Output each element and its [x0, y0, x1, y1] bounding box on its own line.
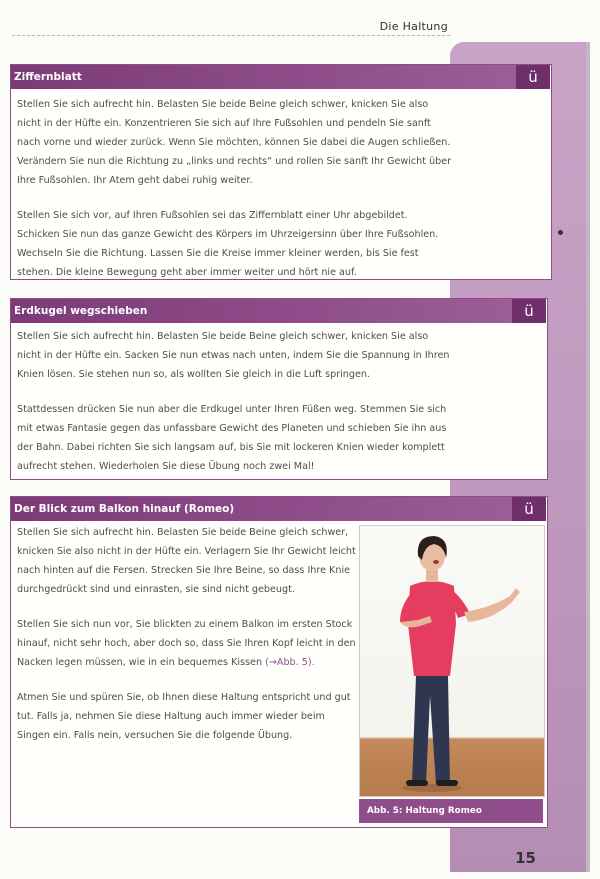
page-number: 15	[515, 849, 536, 867]
paragraph: Stellen Sie sich vor, auf Ihren Fußsohlen sei das Ziffernblatt einer Uhr abgebildet. Schicken Sie nun das ganze Gewicht des Körpers im Uhrzeigersinn über Ihre Fußsohlen. Wechseln Sie die Richtung. Lassen Sie die Kreise immer kleiner werden, bis Sie fest stehen. Die kleine Bewegung geht aber immer weiter und hört nie auf.	[17, 210, 439, 278]
margin-dot	[558, 230, 563, 235]
header-rule	[12, 35, 450, 36]
exercise-box-ziffernblatt	[10, 64, 552, 280]
paragraph: Stellen Sie sich aufrecht hin. Belasten Sie beide Beine gleich schwer, knicken Sie also nicht in der Hüfte ein. Verlagern Sie Ihr Gewicht leicht nach hinten auf die Fersen. Strecken Sie Ihre Beine, so dass Ihre Knie durchgedrückt sind und einrasten, sie sind nicht gebeugt.	[17, 527, 356, 595]
exercise-title: Ziffernblatt	[11, 65, 518, 89]
exercise-box-erdkugel	[10, 298, 548, 480]
exercise-title: Erdkugel wegschieben	[11, 299, 514, 323]
exercise-text	[17, 523, 359, 761]
exercise-title: Der Blick zum Balkon hinauf (Romeo)	[11, 497, 514, 521]
paragraph-text: Stellen Sie sich nun vor, Sie blickten zu einem Balkon im ersten Stock hinauf, nicht sehr hoch, aber doch so, dass Sie Ihren Kopf leicht in den Nacken legen müssen, wie in ein bequemes Kissen	[17, 619, 356, 668]
exercise-text	[17, 95, 453, 298]
figure-photo-romeo	[359, 525, 545, 797]
exercise-tag-icon: ü	[516, 65, 550, 89]
paragraph: Stellen Sie sich aufrecht hin. Belasten Sie beide Beine gleich schwer, knicken Sie also nicht in der Hüfte ein. Sacken Sie nun etwas nach unten, indem Sie die Spannung in Ihren Knien lösen. Sie stehen nun so, als wollten Sie gleich in die Luft springen.	[17, 331, 450, 380]
page-edge	[586, 42, 590, 872]
running-head: Die Haltung	[379, 20, 448, 33]
exercise-tag-icon: ü	[512, 497, 546, 521]
paragraph: Atmen Sie und spüren Sie, ob Ihnen diese Haltung entspricht und gut tut. Falls ja, nehmen Sie diese Haltung auch immer wieder beim Singen ein. Falls nein, versuchen Sie die folgende Übung.	[17, 692, 351, 741]
figure-crossref-link[interactable]: (→Abb. 5).	[265, 657, 315, 668]
paragraph: Stattdessen drücken Sie nun aber die Erdkugel unter Ihren Füßen weg. Stemmen Sie sich mit etwas Fantasie gegen das unfassbare Gewicht des Planeten und schieben Sie ihn aus der Bahn. Dabei richten Sie sich langsam auf, bis Sie mit lockeren Knien wieder komplett aufrecht stehen. Wiederholen Sie diese Übung noch zwei Mal!	[17, 404, 447, 472]
paragraph: Stellen Sie sich aufrecht hin. Belasten Sie beide Beine gleich schwer, knicken Sie also nicht in der Hüfte ein. Konzentrieren Sie sich auf Ihre Fußsohlen und pendeln Sie sanft nach vorne und wieder zurück. Wenn Sie möchten, können Sie dabei die Augen schließen. Verändern Sie nun die Richtung zu „links und rechts“ und rollen Sie sanft Ihr Gewicht über Ihre Fußsohlen. Ihr Atem geht dabei ruhig weiter.	[17, 99, 452, 186]
figure-caption: Abb. 5: Haltung Romeo	[359, 799, 543, 823]
exercise-text	[17, 327, 451, 492]
exercise-box-romeo	[10, 496, 548, 828]
exercise-tag-icon: ü	[512, 299, 546, 323]
paragraph	[17, 615, 359, 672]
woman-singing-illustration	[360, 526, 544, 796]
